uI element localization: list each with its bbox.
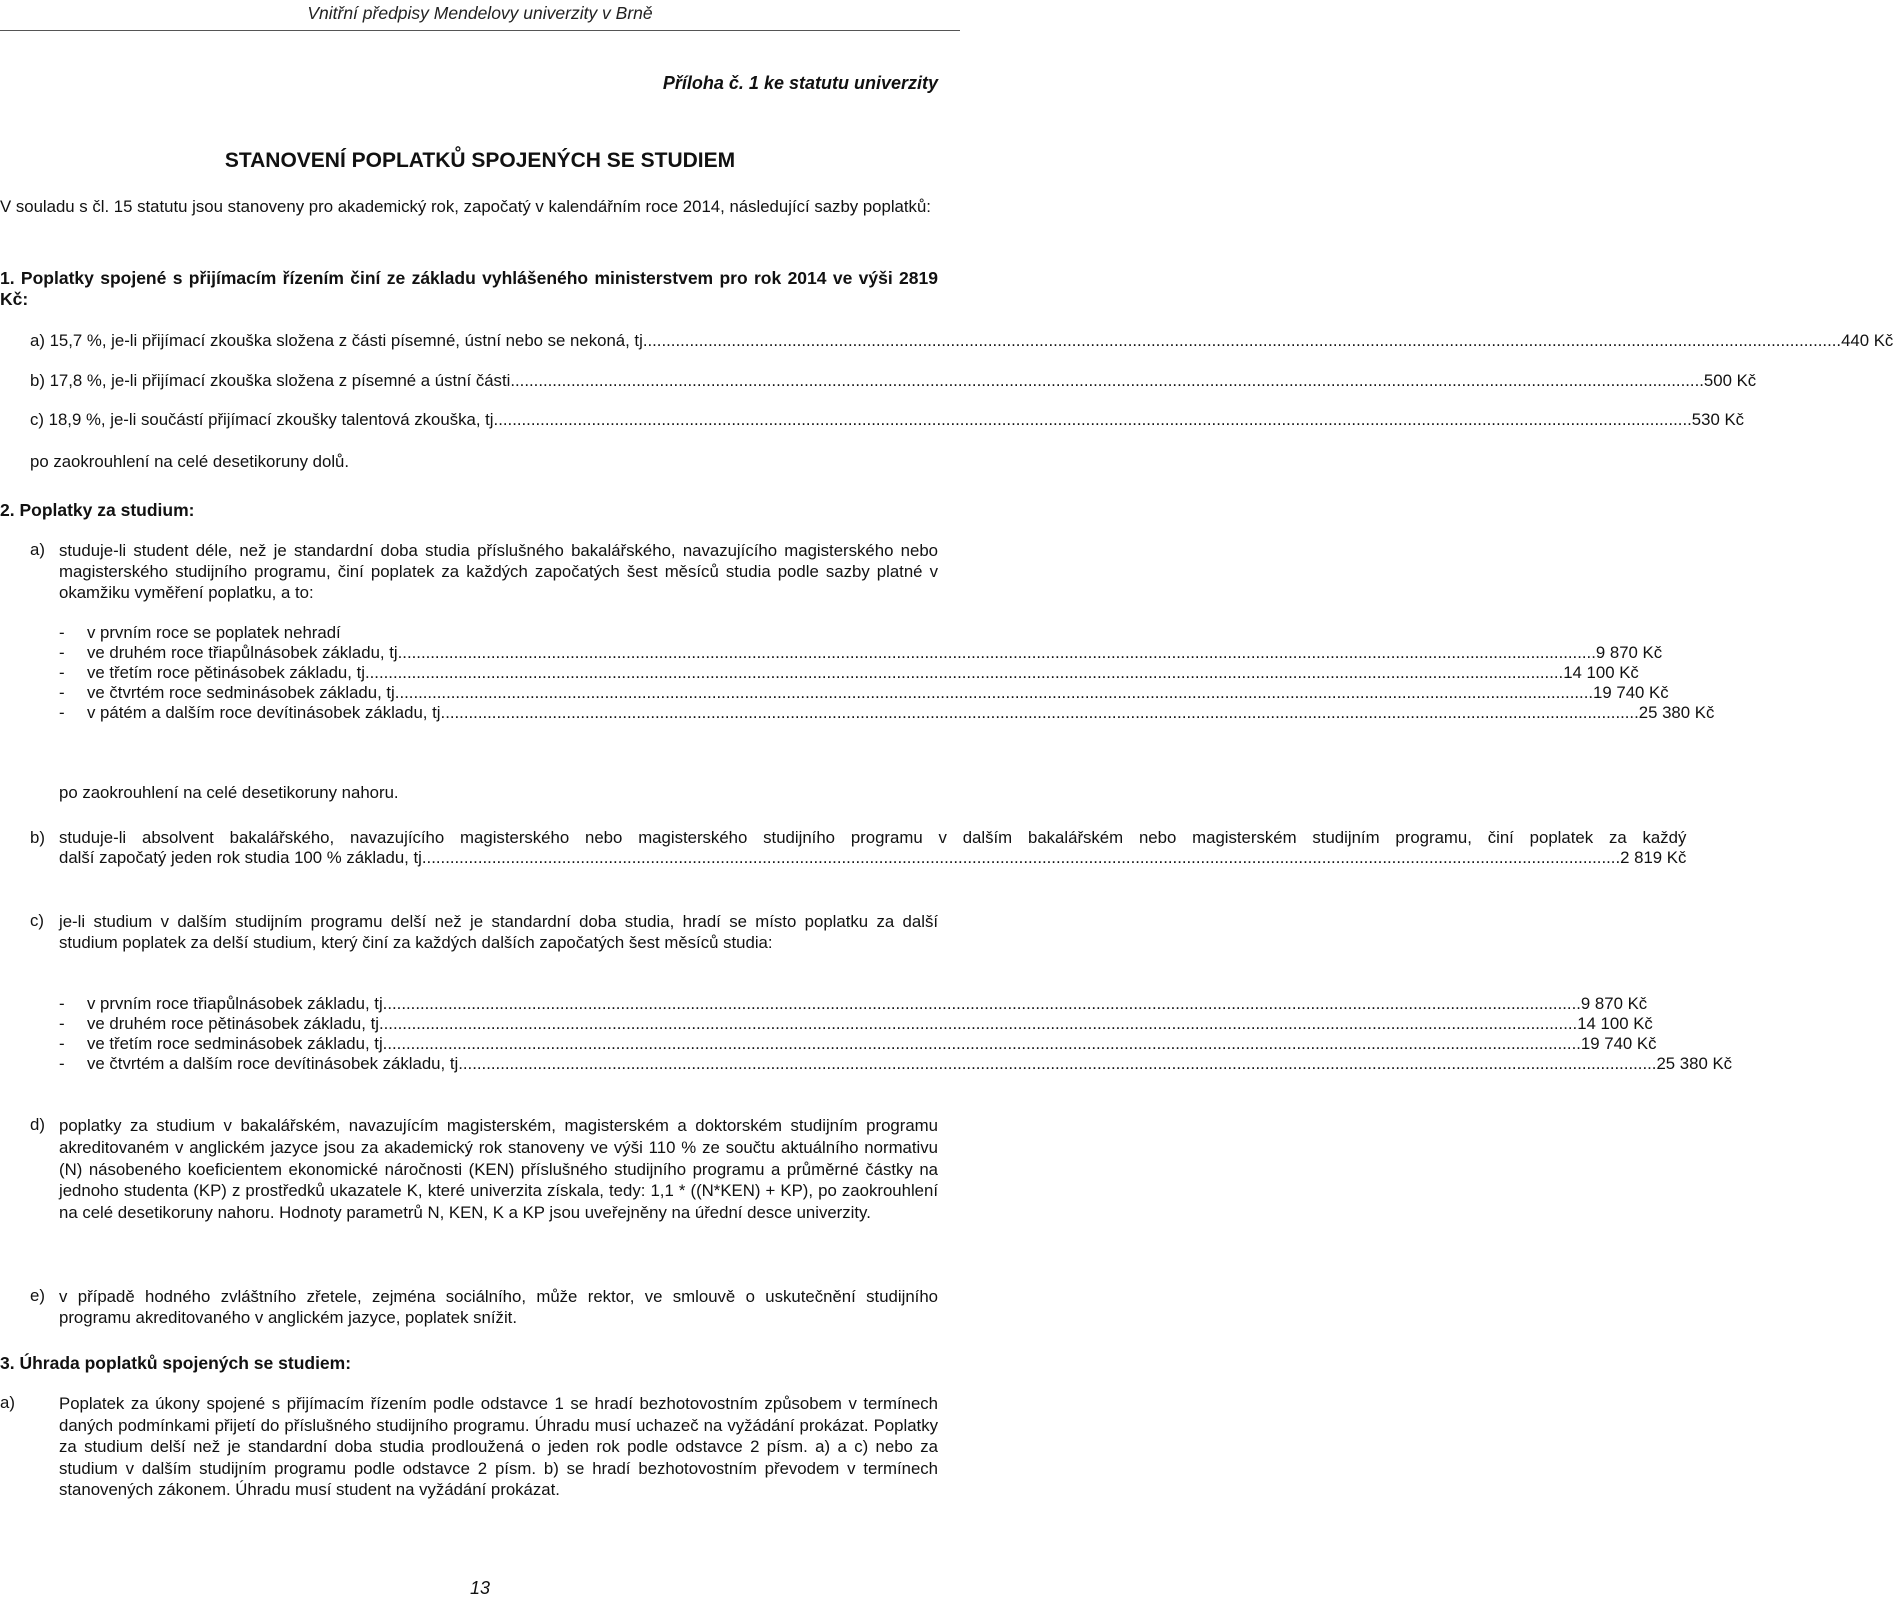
s2-c-row [59, 1034, 1657, 1054]
dash: - [59, 1034, 65, 1053]
s2-item-e-text: v případě hodného zvláštního zřetele, zejména sociálního, může rektor, ve smlouvě o uskutečnění studijního programu akreditovaného v anglickém jazyce, poplatek snížit. [59, 1287, 938, 1327]
dash: - [59, 1014, 65, 1033]
s2-item-b-label: b) [30, 828, 45, 847]
s2-item-a-label: a) [30, 540, 45, 559]
s1-item-a-amount: 440 Kč [1841, 331, 1893, 350]
s2-item-b-amount: 2 819 Kč [1620, 848, 1687, 867]
leader-dots [399, 683, 1593, 703]
s2-a-row-text: ve čtvrtém roce sedminásobek základu, tj. [87, 683, 400, 702]
s2-c-row-text: ve čtvrtém a dalším roce devítinásobek základu, tj. [87, 1054, 463, 1073]
s2-a-rounding-note: po zaokrouhlení na celé desetikoruny nahoru. [59, 783, 399, 802]
s2-item-b-text: studuje-li absolvent bakalářského, navazujícího magisterského nebo magisterského studijního programu v dalším bakalářském nebo magisterském studijním programu, činí poplatek za každý [59, 828, 1687, 847]
s2-a-row [59, 703, 1715, 723]
s2-c-row-text: ve třetím roce sedminásobek základu, tj. [87, 1034, 388, 1053]
s2-a-row-amount: 14 100 Kč [1563, 663, 1639, 682]
s2-a-row-amount: 25 380 Kč [1638, 703, 1715, 722]
s2-a-row [59, 623, 938, 643]
dash: - [59, 1054, 65, 1073]
s2-c-row [59, 994, 1648, 1014]
s2-c-row [59, 1014, 1653, 1034]
s3-item-a [0, 1393, 938, 1501]
s2-item-b-last-text: další započatý jeden rok studia 100 % základu, tj. [59, 848, 427, 867]
leader-dots [510, 371, 1704, 391]
s2-c-row [59, 1054, 1733, 1074]
s3-item-a-text: Poplatek za úkony spojené s přijímacím řízením podle odstavce 1 se hradí bezhotovostním způsobem v termínech daných podmínkami přijetí do příslušného studijního programu. Úhradu musí uchazeč na vyžádání prokázat. Poplatky za studium delší než je standardní doba studia prodloužená o jeden rok podle odstavce 2 písm. a) a c) nebo za studium v dalším studijním programu podle odstavce 2 písm. b) se hradí bezhotovostním převodem v termínech stanovených zákonem. Úhradu musí student na vyžádání prokázat. [59, 1394, 938, 1500]
s1-item-b-text: b) 17,8 %, je-li přijímací zkouška složena z písemné a ústní části [30, 371, 511, 390]
dash: - [59, 703, 65, 722]
s2-item-e [30, 1286, 938, 1328]
s2-a-row-text: ve druhém roce třiapůlnásobek základu, tj. [87, 643, 403, 662]
header-divider [0, 30, 960, 31]
leader-dots [463, 1054, 1657, 1074]
s2-a-rate-list [59, 623, 1715, 723]
s1-item-a-text: a) 15,7 %, je-li přijímací zkouška složena z části písemné, ústní nebo se nekoná, tj. [30, 331, 648, 350]
intro-paragraph: V souladu s čl. 15 statutu jsou stanoveny pro akademický rok, započatý v kalendářním roce 2014, následující sazby poplatků: [0, 197, 931, 216]
leader-dots [647, 331, 1841, 351]
s2-c-row-text: ve druhém roce pětinásobek základu, tj. [87, 1014, 384, 1033]
dash: - [59, 994, 65, 1013]
s2-c-row-amount: 9 870 Kč [1580, 994, 1648, 1013]
s2-a-row [59, 683, 1669, 703]
s1-item-a [30, 331, 1893, 351]
section-2-heading: 2. Poplatky za studium: [0, 500, 195, 520]
s2-c-row-amount: 19 740 Kč [1580, 1034, 1657, 1053]
s2-item-b-last-line [59, 848, 1686, 868]
s2-item-b [30, 828, 1687, 868]
dash: - [59, 663, 65, 682]
attachment-label: Příloha č. 1 ke statutu univerzity [662, 73, 938, 93]
s2-item-c-label: c) [30, 911, 44, 930]
s1-item-c [30, 410, 1745, 430]
s2-a-row [59, 643, 1663, 663]
s2-a-row [59, 663, 1639, 683]
section-3-heading: 3. Úhrada poplatků spojených se studiem: [0, 1353, 352, 1373]
s2-a-row-amount: 9 870 Kč [1595, 643, 1663, 662]
s2-item-d-text: poplatky za studium v bakalářském, navazujícím magisterském, magisterském a doktorském studijním programu akreditovaném v anglickém jazyce jsou za akademický rok stanoveny ve výši 110 % ze součtu aktuálního normativu (N) násobeného koeficientem ekonomické náročnosti (KEN) příslušného studijního programu a průměrné částky na jednoho studenta (KP) z prostředků ukazatele K, které univerzita získala, tedy: 1,1 * ((N*KEN) + KP), po zaokrouhlení na celé desetikoruny nahoru. Hodnoty parametrů N, KEN, K a KP jsou uveřejněny na úřední desce univerzity. [59, 1116, 938, 1223]
s2-c-row-text: v prvním roce třiapůlnásobek základu, tj. [87, 994, 388, 1013]
s2-c-row-amount: 14 100 Kč [1577, 1014, 1653, 1033]
leader-dots [370, 663, 1564, 683]
s2-c-row-amount: 25 380 Kč [1656, 1054, 1733, 1073]
s2-item-c-text: je-li studium v dalším studijním programu delší než je standardní doba studia, hradí se místo poplatku za další studium poplatek za delší studium, který činí za každých dalších započatých šest měsíců studia: [59, 912, 938, 952]
s3-item-a-label: a) [0, 1393, 15, 1412]
s2-a-row-text: ve třetím roce pětinásobek základu, tj. [87, 663, 370, 682]
section-1-heading: 1. Poplatky spojené s přijímacím řízením činí ze základu vyhlášeného ministerstvem pro rok 2014 ve výši 2819 Kč: [0, 268, 938, 309]
document-header: Vnitřní předpisy Mendelovy univerzity v Brně [307, 3, 653, 23]
leader-dots [384, 1014, 1578, 1034]
s1-rounding-note: po zaokrouhlení na celé desetikoruny dolů. [30, 452, 350, 471]
leader-dots [498, 410, 1692, 430]
leader-dots [402, 643, 1596, 663]
s2-a-row-amount: 19 740 Kč [1593, 683, 1669, 702]
s2-item-b-body [59, 828, 1686, 868]
s2-item-a-text: studuje-li student déle, než je standardní doba studia příslušného bakalářského, navazujícího magisterského nebo magisterského studijního programu, činí poplatek za každých započatých šest měsíců studia podle sazby platné v okamžiku vyměření poplatku, a to: [59, 541, 938, 602]
dash: - [59, 683, 65, 702]
s2-a-row-text: v prvním roce se poplatek nehradí [87, 623, 341, 642]
s2-item-c [30, 911, 938, 953]
s2-item-e-label: e) [30, 1286, 45, 1305]
leader-dots [445, 703, 1639, 723]
s1-item-c-amount: 530 Kč [1691, 410, 1745, 429]
s1-item-b-amount: 500 Kč [1703, 371, 1757, 390]
s1-item-c-text: c) 18,9 %, je-li součástí přijímací zkoušky talentová zkouška, tj. [30, 410, 499, 429]
s2-c-rate-list [59, 994, 1733, 1074]
s2-item-d [30, 1115, 938, 1224]
page-title: STANOVENÍ POPLATKŮ SPOJENÝCH SE STUDIEM [224, 149, 736, 172]
s2-item-a [30, 540, 938, 603]
dash: - [59, 623, 65, 642]
leader-dots [387, 1034, 1581, 1054]
leader-dots [387, 994, 1581, 1014]
s2-item-d-label: d) [30, 1115, 45, 1134]
leader-dots [427, 848, 1621, 868]
dash: - [59, 643, 65, 662]
page-number: 13 [469, 1578, 491, 1598]
s1-item-b [30, 371, 1757, 391]
s2-a-row-text: v pátém a dalším roce devítinásobek základu, tj. [87, 703, 446, 722]
